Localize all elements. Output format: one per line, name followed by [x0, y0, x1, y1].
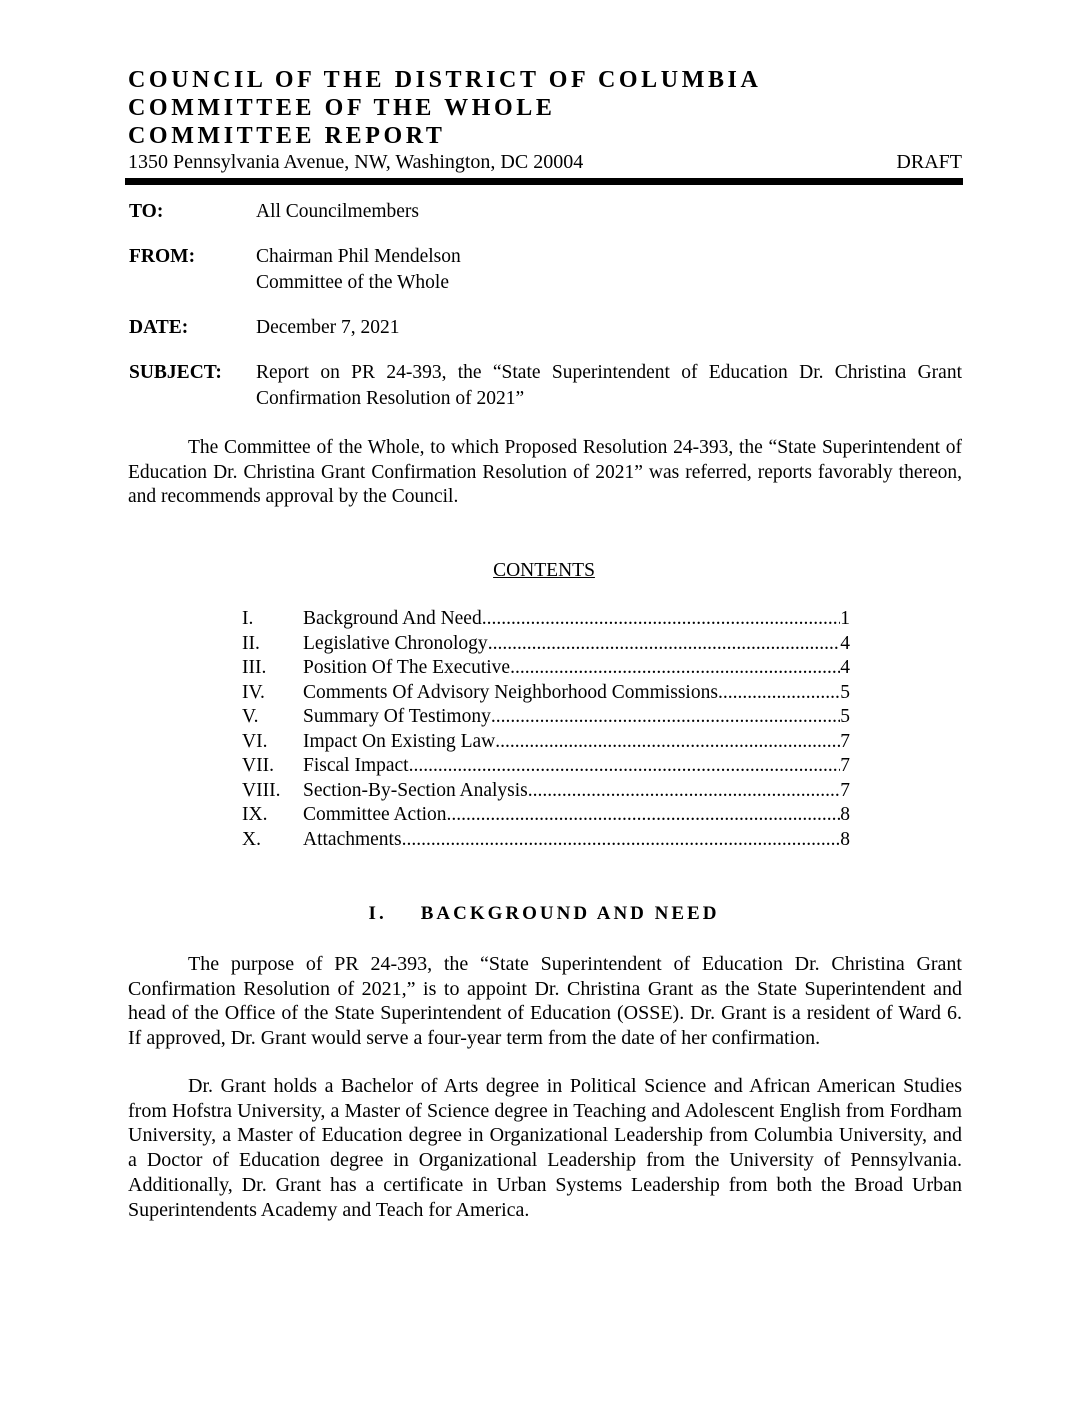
toc-entry — [303, 681, 850, 706]
toc-entry — [303, 803, 850, 828]
committee-name: COMMITTEE OF THE WHOLE — [128, 95, 556, 121]
table-of-contents — [242, 607, 850, 852]
subject-label: SUBJECT: — [129, 362, 222, 383]
toc-row — [242, 754, 850, 779]
toc-label: Position Of The Executive — [303, 657, 511, 678]
contents-title: CONTENTS — [493, 560, 595, 581]
contents-heading — [0, 558, 1088, 584]
to-label: TO: — [129, 201, 164, 222]
toc-leader — [447, 803, 841, 828]
section-heading — [0, 901, 1088, 927]
toc-page: 4 — [840, 657, 850, 678]
date-value — [256, 315, 962, 341]
toc-page: 4 — [840, 632, 850, 654]
toc-leader — [510, 656, 840, 681]
toc-entry — [303, 754, 850, 779]
toc-entry — [303, 730, 850, 755]
toc-label: Fiscal Impact — [303, 755, 409, 776]
toc-row — [242, 681, 850, 706]
toc-number: II. — [242, 632, 260, 654]
toc-number: I. — [242, 608, 254, 629]
toc-label: Comments Of Advisory Neighborhood Commissions — [303, 681, 718, 703]
memo-date: December 7, 2021 — [256, 317, 400, 338]
toc-number: III. — [242, 657, 267, 678]
toc-page: 5 — [840, 706, 850, 727]
section-title: BACKGROUND AND NEED — [420, 903, 720, 924]
toc-entry — [303, 828, 850, 853]
intro-paragraph: The Committee of the Whole, to which Proposed Resolution 24-393, the “State Superintendent of Education Dr. Christina Grant Confirmation Resolution of 2021” was referred, reports favorably thereon, and recommends approval by the Council. — [128, 437, 962, 508]
toc-label: Section-By-Section Analysis — [303, 779, 528, 801]
toc-label: Summary Of Testimony — [303, 706, 491, 727]
toc-leader — [402, 828, 841, 853]
from-committee: Committee of the Whole — [256, 272, 449, 293]
toc-number: VI. — [242, 730, 268, 752]
section-number: I. — [368, 903, 387, 924]
background-paragraph-1: The purpose of PR 24-393, the “State Superintendent of Education Dr. Christina Grant Confirmation Resolution of 2021,” is to appoint Dr. Christina Grant as the State Superintendent and head of the Office of the State Superintendent of Education (OSSE). Dr. Grant is a resident of Ward 6. If approved, Dr. Grant would serve a four-year term from the date of her confirmation. — [128, 953, 962, 1050]
toc-page: 7 — [840, 779, 850, 801]
toc-number: IV. — [242, 681, 265, 703]
from-value — [256, 244, 962, 296]
toc-label: Background And Need — [303, 608, 482, 629]
to-recipients: All Councilmembers — [256, 201, 420, 222]
address-line — [128, 149, 962, 175]
toc-page: 7 — [840, 755, 850, 776]
toc-leader — [718, 681, 840, 706]
toc-leader — [491, 705, 840, 730]
subject-value: Report on PR 24-393, the “State Superintendent of Education Dr. Christina Grant Confirmation Resolution of 2021” — [256, 362, 962, 409]
toc-entry — [303, 632, 850, 657]
draft-label: DRAFT — [896, 151, 962, 173]
from-name: Chairman Phil Mendelson — [256, 246, 461, 267]
toc-row — [242, 730, 850, 755]
toc-number: VIII. — [242, 779, 281, 801]
toc-label: Attachments — [303, 828, 402, 850]
to-value — [256, 199, 962, 225]
toc-label: Impact On Existing Law — [303, 730, 496, 752]
toc-row — [242, 828, 850, 853]
toc-row — [242, 803, 850, 828]
toc-row — [242, 779, 850, 804]
toc-leader — [482, 607, 841, 632]
toc-label: Legislative Chronology — [303, 632, 488, 654]
toc-leader — [495, 730, 840, 755]
toc-number: IX. — [242, 804, 268, 825]
toc-leader — [488, 632, 841, 657]
toc-row — [242, 607, 850, 632]
toc-entry — [303, 779, 850, 804]
toc-entry — [303, 656, 850, 681]
report-type: COMMITTEE REPORT — [128, 123, 446, 149]
toc-page: 5 — [840, 681, 850, 703]
toc-row — [242, 705, 850, 730]
toc-leader — [409, 754, 841, 779]
toc-number: VII. — [242, 755, 274, 776]
toc-page: 8 — [840, 828, 850, 850]
background-paragraph-2: Dr. Grant holds a Bachelor of Arts degree in Political Science and African American Studies from Hofstra University, a Master of Science degree in Teaching and Adolescent English from Fordham University, a Master of Education degree in Organizational Leadership from Columbia University, and a Doctor of Education degree in Organizational Leadership from the University of Pennsylvania. Additionally, Dr. Grant has a certificate in Urban Systems Leadership from both the Broad Urban Superintendents Academy and Teach for America. — [128, 1075, 962, 1221]
toc-row — [242, 632, 850, 657]
address: 1350 Pennsylvania Avenue, NW, Washington, DC 20004 — [128, 151, 584, 173]
header-rule — [125, 178, 963, 185]
toc-leader — [528, 779, 840, 804]
toc-page: 8 — [840, 804, 850, 825]
toc-entry — [303, 705, 850, 730]
toc-page: 1 — [840, 608, 850, 629]
council-name: COUNCIL OF THE DISTRICT OF COLUMBIA — [128, 67, 762, 93]
toc-entry — [303, 607, 850, 632]
date-label: DATE: — [129, 317, 189, 338]
toc-page: 7 — [840, 730, 850, 752]
toc-number: V. — [242, 706, 259, 727]
toc-number: X. — [242, 828, 261, 850]
toc-row — [242, 656, 850, 681]
from-label: FROM: — [129, 246, 196, 267]
toc-label: Committee Action — [303, 804, 447, 825]
